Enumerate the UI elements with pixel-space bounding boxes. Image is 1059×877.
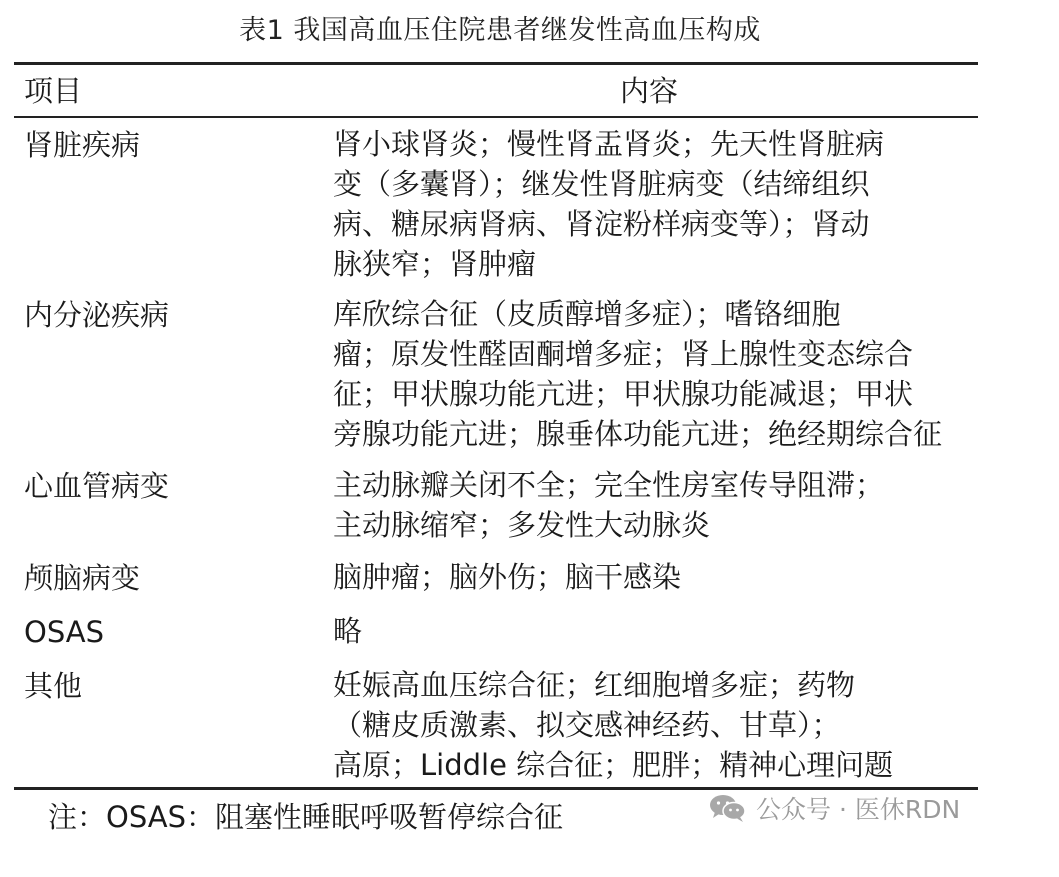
table-title: 表1 我国高血压住院患者继发性高血压构成 xyxy=(239,15,761,46)
row-category: 肾脏疾病 xyxy=(24,128,141,162)
row-category: 心血管病变 xyxy=(24,469,170,503)
content-line: 妊娠高血压综合征；红细胞增多症；药物 xyxy=(333,668,856,702)
content-line: 病、糖尿病肾病、肾淀粉样病变等）；肾动 xyxy=(333,207,870,241)
content-line: 旁腺功能亢进；腺垂体功能亢进；绝经期综合征 xyxy=(333,417,943,451)
content-line: 库欣综合征（皮质醇增多症）；嗜铬细胞 xyxy=(333,297,841,331)
row-content xyxy=(333,124,884,284)
content-line: 变（多囊肾）；继发性肾脏病变（结缔组织 xyxy=(333,167,870,201)
header-item: 项目 xyxy=(24,74,83,108)
content-line: 高原；Liddle 综合征；肥胖；精神心理问题 xyxy=(333,748,894,782)
row-content xyxy=(333,294,942,454)
row-category: 其他 xyxy=(24,669,83,703)
content-line: （糖皮质激素、拟交感神经药、甘草）； xyxy=(333,708,841,742)
table-note: 注：OSAS：阻塞性睡眠呼吸暂停综合征 xyxy=(48,800,564,834)
row-category: OSAS xyxy=(24,615,105,649)
table-header-rule xyxy=(14,116,978,118)
table-top-rule xyxy=(14,62,978,65)
content-line: 主动脉瓣关闭不全；完全性房室传导阻滞； xyxy=(333,468,885,502)
row-content xyxy=(333,557,681,597)
wechat-icon xyxy=(708,793,748,823)
row-category: 颅脑病变 xyxy=(24,561,141,595)
row-content xyxy=(333,611,362,651)
row-content xyxy=(333,665,893,785)
row-content xyxy=(333,465,884,545)
content-line: 脉狭窄；肾肿瘤 xyxy=(333,247,537,281)
content-line: 主动脉缩窄；多发性大动脉炎 xyxy=(333,508,711,542)
content-line: 征；甲状腺功能亢进；甲状腺功能减退；甲状 xyxy=(333,377,914,411)
content-line: 肾小球肾炎；慢性肾盂肾炎；先天性肾脏病 xyxy=(333,127,885,161)
watermark-text: 公众号 · 医休RDN xyxy=(756,795,961,824)
watermark xyxy=(708,790,960,826)
content-line: 脑肿瘤；脑外伤；脑干感染 xyxy=(333,560,682,594)
row-category: 内分泌疾病 xyxy=(24,298,170,332)
content-line: 略 xyxy=(333,614,363,648)
header-content: 内容 xyxy=(620,74,679,108)
content-line: 瘤；原发性醛固酮增多症；肾上腺性变态综合 xyxy=(333,337,914,371)
